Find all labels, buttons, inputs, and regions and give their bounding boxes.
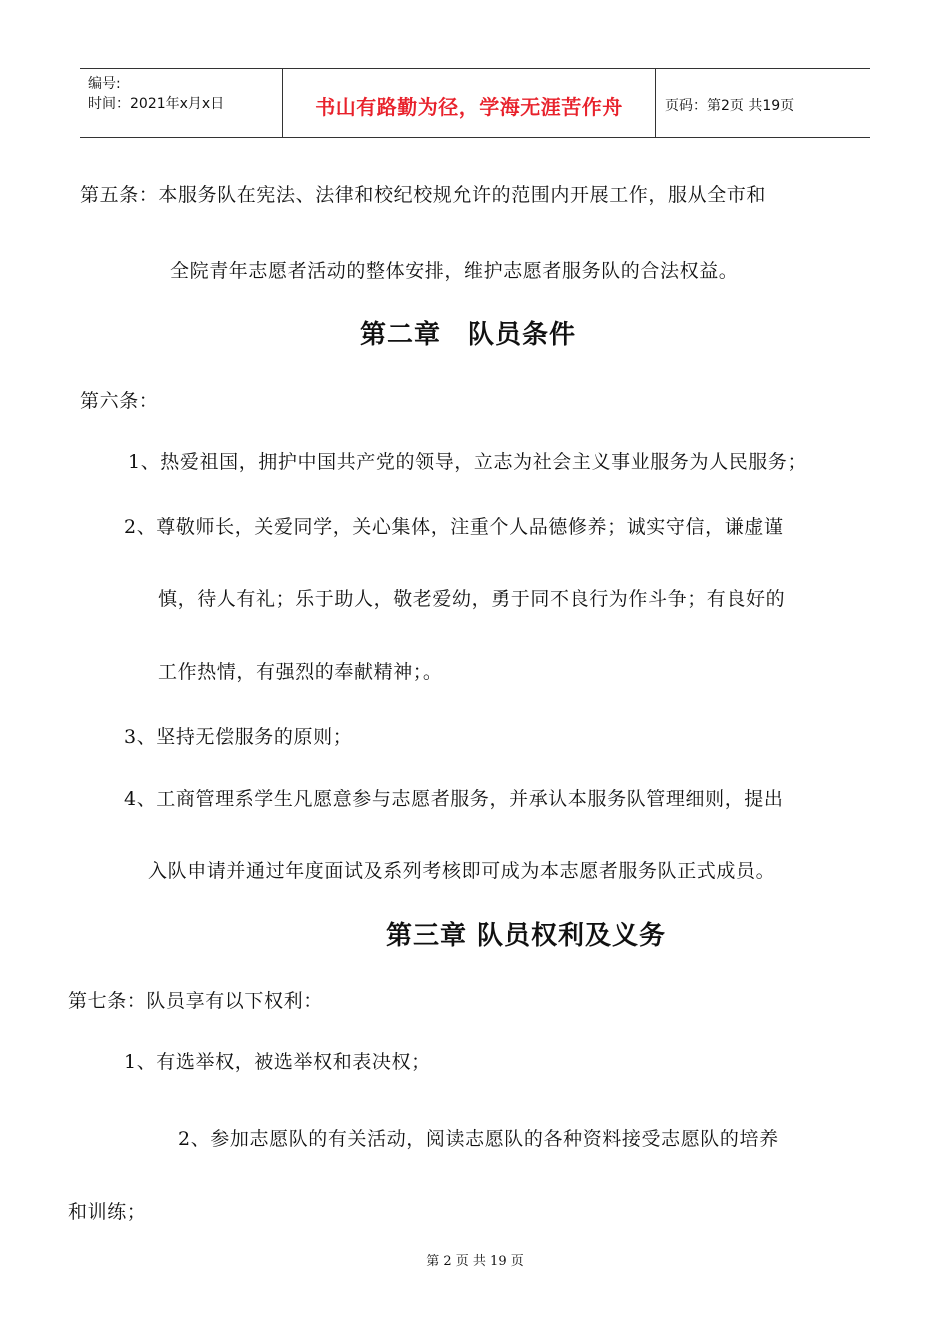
- article-6-item-2-line-1: 2、尊敬师长，关爱同学，关心集体，注重个人品德修养；诚实守信，谦虚谨: [124, 516, 784, 538]
- article-6-item-2-line-2: 慎，待人有礼；乐于助人，敬老爱幼，勇于同不良行为作斗争；有良好的: [158, 588, 786, 610]
- article-6-item-3: 3、坚持无偿服务的原则；: [124, 726, 353, 748]
- chapter-2-title: 第二章 队员条件: [360, 320, 577, 350]
- page-footer: 第 2 页 共 19 页: [426, 1254, 524, 1269]
- document-number-label: 编号:: [88, 76, 121, 92]
- article-6-label: 第六条：: [80, 390, 159, 412]
- article-6-item-2-line-3: 工作热情，有强烈的奉献精神；。: [158, 661, 443, 683]
- chapter-3-title: 第三章 队员权利及义务: [386, 921, 667, 951]
- article-5-line-2: 全院青年志愿者活动的整体安排，维护志愿者服务队的合法权益。: [170, 260, 739, 282]
- page-header: [80, 68, 870, 138]
- header-motto: 书山有路勤为径，学海无涯苦作舟: [315, 95, 623, 119]
- article-7-item-1: 1、有选举权，被选举权和表决权；: [124, 1051, 431, 1073]
- header-motto-cell: [282, 69, 656, 137]
- article-7-label: 第七条：队员享有以下权利：: [68, 990, 323, 1012]
- article-7-item-2-line-1: 2、参加志愿队的有关活动，阅读志愿队的各种资料接受志愿队的培养: [178, 1128, 779, 1150]
- article-6-item-1: 1、热爱祖国，拥护中国共产党的领导，立志为社会主义事业服务为人民服务；: [128, 451, 808, 473]
- header-page-info: 页码：第2页 共19页: [665, 98, 795, 114]
- article-5-line-1: 第五条：本服务队在宪法、法律和校纪校规允许的范围内开展工作，服从全市和: [80, 184, 767, 206]
- article-6-item-4-line-1: 4、工商管理系学生凡愿意参与志愿者服务，并承认本服务队管理细则，提出: [124, 788, 784, 810]
- header-meta-cell: [80, 69, 282, 137]
- document-date-label: 时间：2021年x月x日: [88, 96, 225, 112]
- article-6-item-4-line-2: 入队申请并通过年度面试及系列考核即可成为本志愿者服务队正式成员。: [148, 860, 776, 882]
- article-7-item-2-line-2: 和训练；: [68, 1201, 147, 1223]
- header-page-cell: [655, 69, 870, 137]
